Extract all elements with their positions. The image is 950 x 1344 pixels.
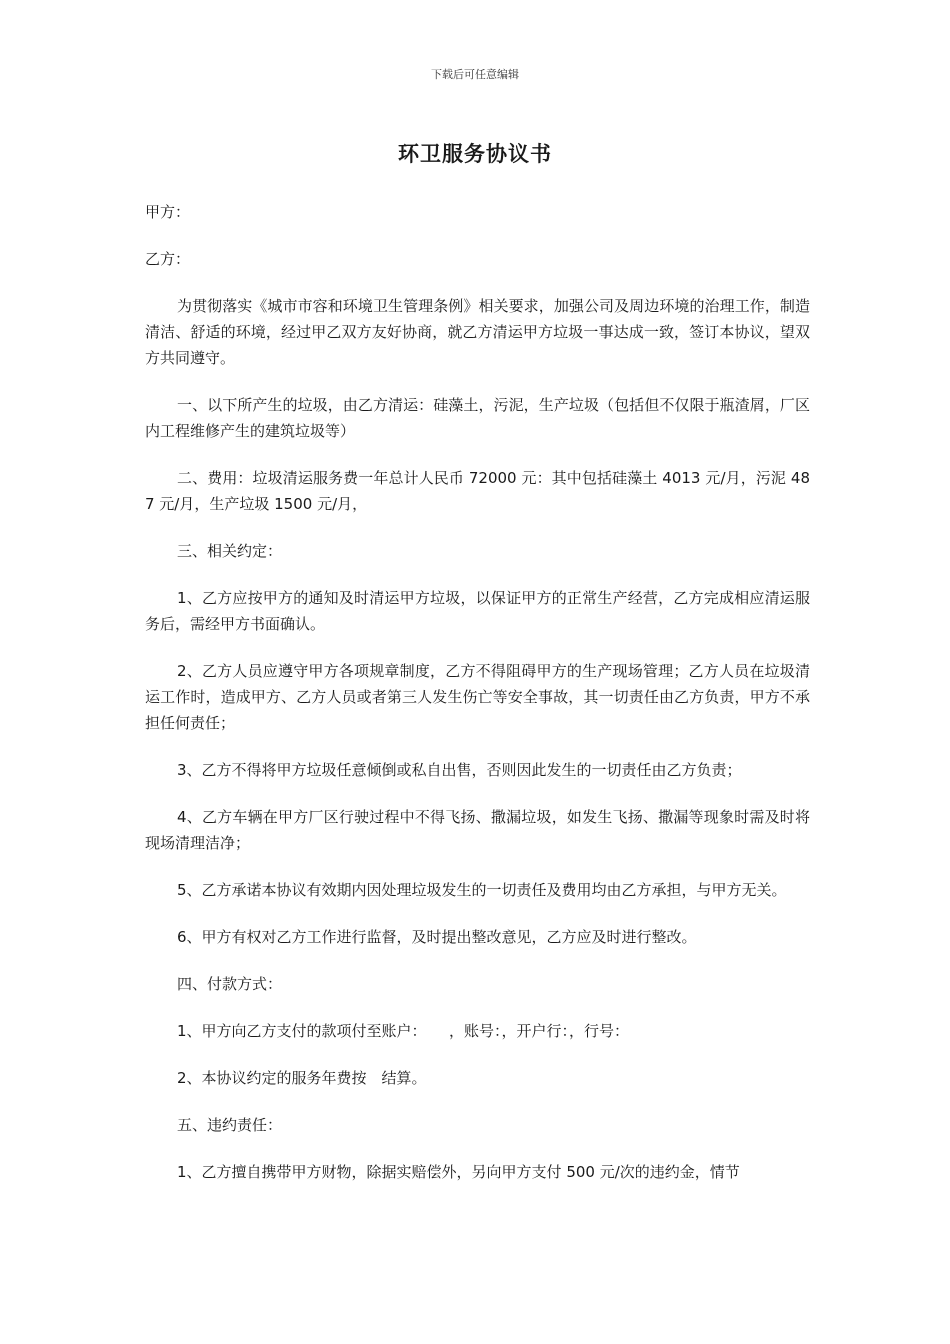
clause-5-heading: 五、违约责任： <box>177 1116 283 1134</box>
clause-4-item-2: 2、本协议约定的服务年费按 结算。 <box>177 1069 427 1087</box>
party-b-line: 乙方： <box>145 250 191 268</box>
party-a-line: 甲方： <box>145 203 191 221</box>
document-title: 环卫服务协议书 <box>398 142 552 166</box>
clause-4-item-1: 1、甲方向乙方支付的款项付至账户： ，账号：，开户行：，行号： <box>177 1022 630 1040</box>
clause-3-item-2: 2、乙方人员应遵守甲方各项规章制度，乙方不得阻碍甲方的生产现场管理；乙方人员在垃圾清运工作时，造成甲方、乙方人员或者第三人发生伤亡等安全事故，其一切责任由乙方负责，甲方不承担任何责任； <box>145 662 810 732</box>
clause-3-item-1: 1、乙方应按甲方的通知及时清运甲方垃圾，以保证甲方的正常生产经营，乙方完成相应清运服务后，需经甲方书面确认。 <box>145 589 810 633</box>
clause-5-item-1: 1、乙方擅自携带甲方财物，除据实赔偿外，另向甲方支付 500 元/次的违约金，情节 <box>177 1163 740 1181</box>
clause-2-fees-paragraph: 二、费用：垃圾清运服务费一年总计人民币 72000 元：其中包括硅藻土 4013 元/月，污泥 487 元/月，生产垃圾 1500 元/月， <box>145 469 810 513</box>
clause-1-paragraph: 一、以下所产生的垃圾，由乙方清运：硅藻土，污泥，生产垃圾（包括但不仅限于瓶渣屑，厂区内工程维修产生的建筑垃圾等） <box>145 396 810 440</box>
clause-3-heading: 三、相关约定： <box>177 542 283 560</box>
clause-3-item-6: 6、甲方有权对乙方工作进行监督，及时提出整改意见，乙方应及时进行整改。 <box>177 928 697 946</box>
clause-3-item-3: 3、乙方不得将甲方垃圾任意倾倒或私自出售，否则因此发生的一切责任由乙方负责； <box>177 761 742 779</box>
clause-3-item-5: 5、乙方承诺本协议有效期内因处理垃圾发生的一切责任及费用均由乙方承担，与甲方无关。 <box>177 881 787 899</box>
document-body <box>145 199 810 1206</box>
intro-paragraph: 为贯彻落实《城市市容和环境卫生管理条例》相关要求，加强公司及周边环境的治理工作，制造清洁、舒适的环境，经过甲乙双方友好协商，就乙方清运甲方垃圾一事达成一致，签订本协议，望双方共同遵守。 <box>145 297 810 367</box>
clause-3-item-4: 4、乙方车辆在甲方厂区行驶过程中不得飞扬、撒漏垃圾，如发生飞扬、撒漏等现象时需及时将现场清理洁净； <box>145 808 810 852</box>
clause-4-heading: 四、付款方式： <box>177 975 283 993</box>
header-note: 下载后可任意编辑 <box>431 68 519 81</box>
